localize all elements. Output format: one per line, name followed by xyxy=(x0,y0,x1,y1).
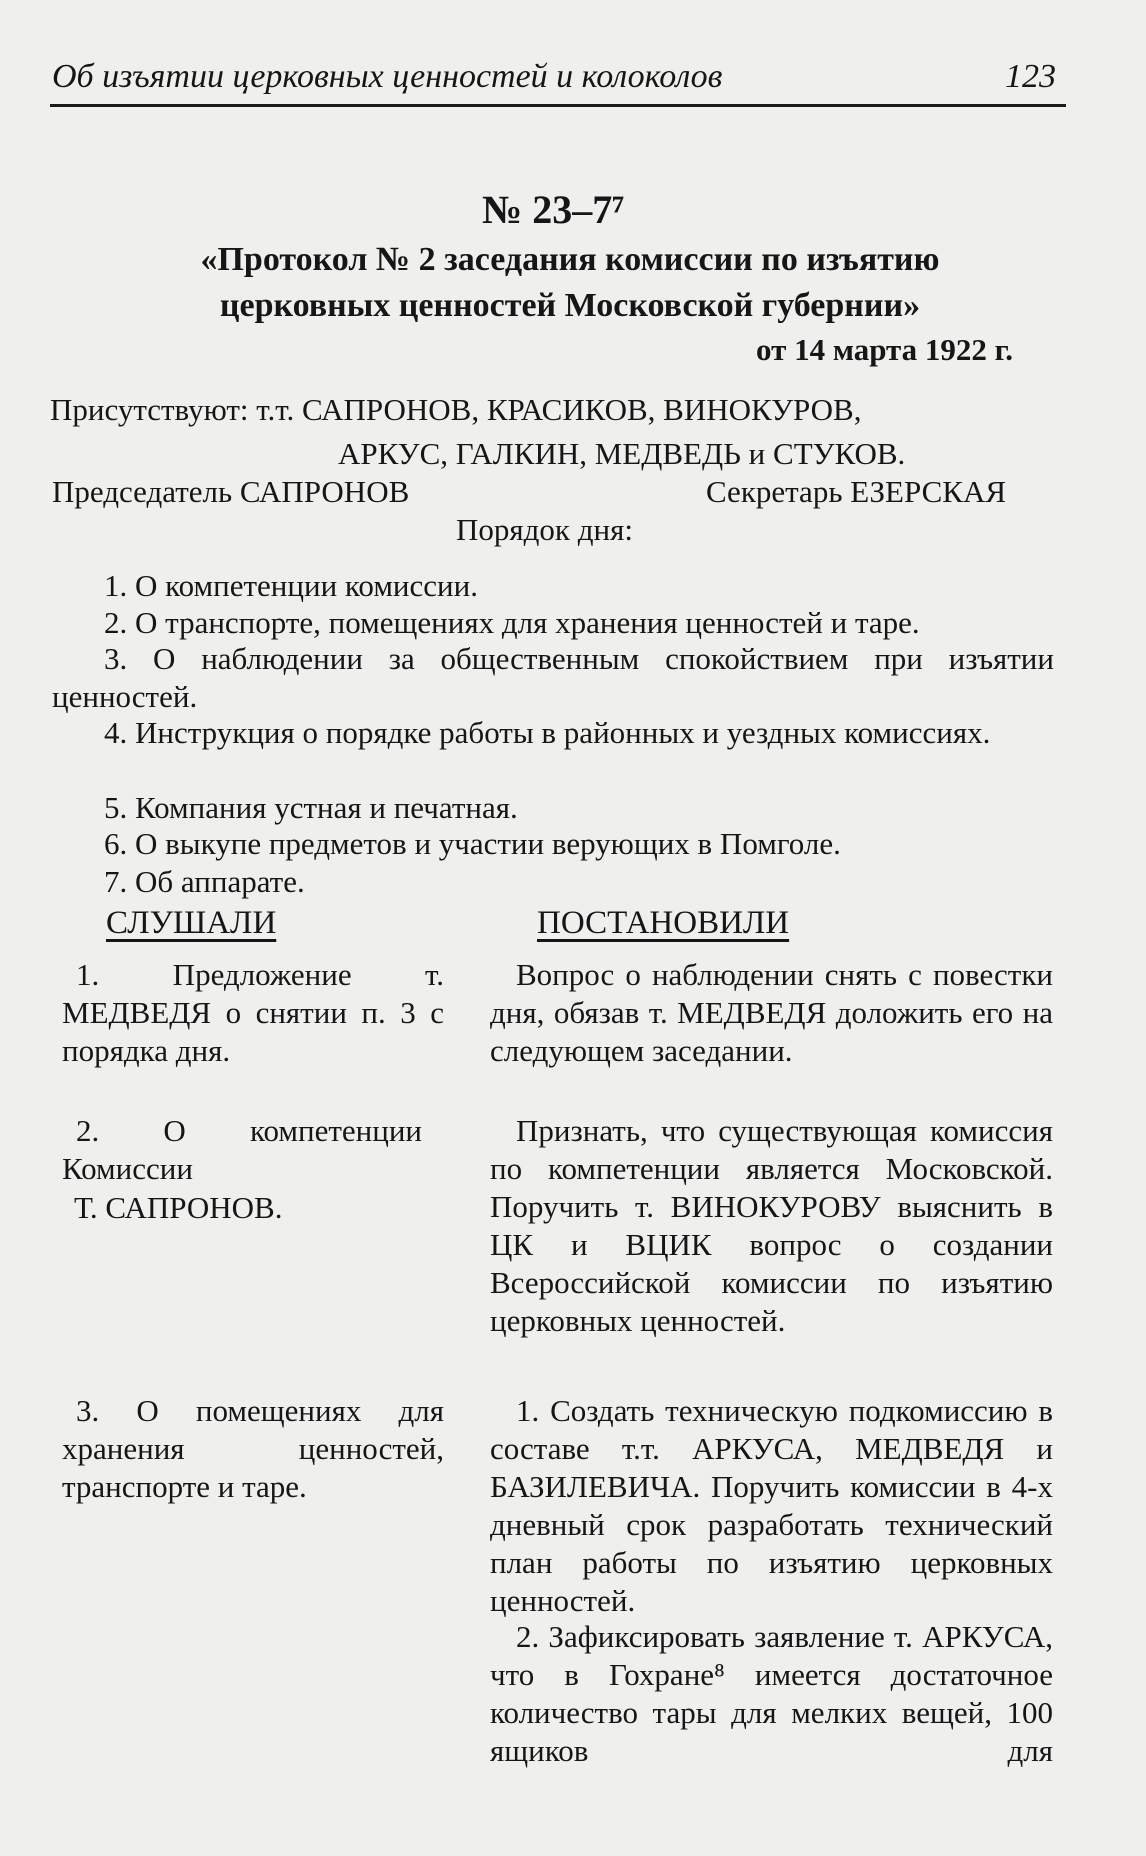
title-line-2: церковных ценностей Московской губернии» xyxy=(219,287,921,324)
agenda-item-5: 5. Компания устная и печатная. xyxy=(104,790,518,825)
heard-heading: СЛУШАЛИ xyxy=(106,905,277,941)
present-line-1: Присутствуют: т.т. САПРОНОВ, КРАСИКОВ, ВИНОКУРОВ, xyxy=(50,392,862,427)
present-line-2: АРКУС, ГАЛКИН, МЕДВЕДЬ и СТУКОВ. xyxy=(338,436,906,471)
heard-item-2: 2. О компетенции Комиссии xyxy=(62,1113,422,1186)
heard-item-3: 3. О помещениях для хранения ценностей, транспорте и таре. xyxy=(62,1393,444,1504)
document-title xyxy=(80,237,1060,329)
chairman: Председатель САПРОНОВ xyxy=(52,474,410,509)
resolved-item-2: Признать, что существующая комиссия по компетенции является Московской. Поручить т. ВИНОКУРОВУ выяснить в ЦК и ВЦИК вопрос о создании Всероссийской комиссии по изъятию церковных ценностей. xyxy=(490,1113,1053,1338)
heard-item-2-speaker: Т. САПРОНОВ. xyxy=(74,1190,283,1225)
agenda-item-6: 6. О выкупе предметов и участии верующих в Помголе. xyxy=(104,826,841,861)
agenda-item-3: 3. О наблюдении за общественным спокойствием при изъятии ценностей. xyxy=(52,641,1054,714)
agenda-item-2: 2. О транспорте, помещениях для хранения ценностей и таре. xyxy=(104,605,920,640)
running-title: Об изъятии церковных ценностей и колоколов xyxy=(52,58,723,95)
agenda-item-1: 1. О компетенции комиссии. xyxy=(104,568,478,603)
secretary: Секретарь ЕЗЕРСКАЯ xyxy=(706,474,1007,509)
agenda-item-4: 4. Инструкция о порядке работы в районных и уездных комиссиях. xyxy=(104,715,991,750)
header-rule xyxy=(50,104,1066,107)
resolved-item-3-part-1: 1. Создать техническую подкомиссию в составе т.т. АРКУСА, МЕДВЕДЯ и БАЗИЛЕВИЧА. Поручить комиссии в 4-х дневный срок разработать технический план работы по изъятию церковных ценностей. xyxy=(490,1393,1053,1618)
heard-item-1: 1. Предложение т. МЕДВЕДЯ о снятии п. 3 с порядка дня. xyxy=(62,957,444,1068)
agenda-item-7: 7. Об аппарате. xyxy=(104,864,305,899)
resolved-item-3-part-2: 2. Зафиксировать заявление т. АРКУСА, что в Гохране⁸ имеется достаточное количество тары для мелких вещей, 100 ящиков для xyxy=(490,1619,1053,1768)
resolved-heading: ПОСТАНОВИЛИ xyxy=(537,905,790,941)
document-date: от 14 марта 1922 г. xyxy=(756,332,1013,367)
document-number: № 23–7⁷ xyxy=(482,187,625,232)
title-line-1: «Протокол № 2 заседания комиссии по изъятию xyxy=(200,241,940,278)
agenda-title: Порядок дня: xyxy=(456,512,633,547)
page-number: 123 xyxy=(1005,58,1056,95)
resolved-item-1: Вопрос о наблюдении снять с повестки дня, обязав т. МЕДВЕДЯ доложить его на следующем заседании. xyxy=(490,957,1053,1068)
